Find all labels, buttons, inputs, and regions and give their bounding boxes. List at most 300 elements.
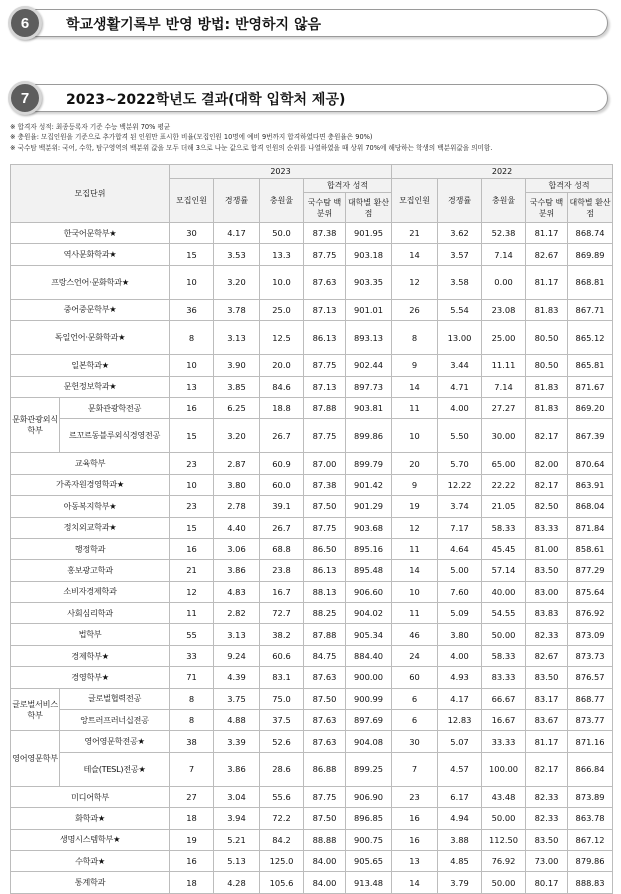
- value-cell: 83.33: [526, 517, 568, 538]
- value-cell: 16.7: [260, 581, 304, 602]
- table-row: [11, 667, 613, 688]
- value-cell: 21.05: [482, 496, 526, 517]
- table-row: [11, 829, 613, 850]
- unit-cell: 일본학과★: [11, 355, 170, 376]
- value-cell: 11: [392, 603, 438, 624]
- section-6-number-badge: 6: [8, 6, 42, 40]
- note-line: ※ 국수탐 백분위: 국어, 수학, 탐구영역의 백분위 값을 모두 더해 3으로 나눈 값으로 합격 인원의 순위를 나열하였을 때 상위 70%에 해당하는 학생의 백분위값을 의미함.: [10, 143, 493, 152]
- unit-cell: 문화관광학전공: [60, 397, 170, 418]
- header-competition-2023: 경쟁률: [214, 179, 260, 223]
- value-cell: 879.86: [568, 850, 613, 871]
- value-cell: 87.75: [304, 517, 346, 538]
- value-cell: 15: [170, 517, 214, 538]
- value-cell: 55.6: [260, 786, 304, 807]
- value-cell: 23: [170, 453, 214, 474]
- value-cell: 903.68: [346, 517, 392, 538]
- value-cell: 7.60: [438, 581, 482, 602]
- unit-cell: 경영학부★: [11, 667, 170, 688]
- header-unit: 모집단위: [11, 165, 170, 223]
- table-row: [11, 688, 613, 709]
- value-cell: 16: [170, 538, 214, 559]
- value-cell: 14: [392, 872, 438, 893]
- value-cell: 876.57: [568, 667, 613, 688]
- value-cell: 30: [392, 731, 438, 752]
- value-cell: 58.33: [482, 517, 526, 538]
- table-row: [11, 419, 613, 453]
- value-cell: 87.50: [304, 808, 346, 829]
- value-cell: 12.83: [438, 710, 482, 731]
- value-cell: 16: [170, 850, 214, 871]
- value-cell: 21: [392, 223, 438, 244]
- value-cell: 5.13: [214, 850, 260, 871]
- value-cell: 87.50: [304, 496, 346, 517]
- unit-cell: 교육학부: [11, 453, 170, 474]
- value-cell: 46: [392, 624, 438, 645]
- group-cell: 문화관광외식학부: [11, 397, 60, 452]
- header-conv-2023: 대학별 환산점: [346, 193, 392, 223]
- value-cell: 3.78: [214, 299, 260, 320]
- value-cell: 68.8: [260, 538, 304, 559]
- value-cell: 82.50: [526, 496, 568, 517]
- value-cell: 904.02: [346, 603, 392, 624]
- value-cell: 87.75: [304, 786, 346, 807]
- header-quota-2022: 모집인원: [392, 179, 438, 223]
- header-conv-2022: 대학별 환산점: [568, 193, 613, 223]
- value-cell: 83.1: [260, 667, 304, 688]
- value-cell: 10: [392, 419, 438, 453]
- value-cell: 8: [170, 688, 214, 709]
- value-cell: 4.57: [438, 752, 482, 786]
- value-cell: 87.75: [304, 419, 346, 453]
- value-cell: 84.6: [260, 376, 304, 397]
- value-cell: 72.2: [260, 808, 304, 829]
- value-cell: 82.33: [526, 624, 568, 645]
- value-cell: 33: [170, 645, 214, 666]
- unit-cell: 프랑스언어·문화학과★: [11, 265, 170, 299]
- value-cell: 87.13: [304, 299, 346, 320]
- table-row: [11, 850, 613, 871]
- value-cell: 87.38: [304, 474, 346, 495]
- note-line: ※ 충원율: 모집인원을 기준으로 추가합격 된 인원만 표시한 비율(모집인원 10명에 예비 9번까지 합격하였다면 충원율은 90%): [10, 133, 373, 142]
- table-row: [11, 581, 613, 602]
- value-cell: 19: [170, 829, 214, 850]
- value-cell: 16: [392, 829, 438, 850]
- value-cell: 5.07: [438, 731, 482, 752]
- unit-cell: 아동복지학부★: [11, 496, 170, 517]
- value-cell: 38.2: [260, 624, 304, 645]
- value-cell: 23: [392, 786, 438, 807]
- value-cell: 871.67: [568, 376, 613, 397]
- value-cell: 66.67: [482, 688, 526, 709]
- value-cell: 869.20: [568, 397, 613, 418]
- value-cell: 23.8: [260, 560, 304, 581]
- value-cell: 11: [170, 603, 214, 624]
- value-cell: 82.67: [526, 645, 568, 666]
- value-cell: 81.17: [526, 731, 568, 752]
- value-cell: 2.82: [214, 603, 260, 624]
- value-cell: 877.29: [568, 560, 613, 581]
- table-row: [11, 355, 613, 376]
- value-cell: 26.7: [260, 517, 304, 538]
- value-cell: 7: [170, 752, 214, 786]
- value-cell: 902.44: [346, 355, 392, 376]
- value-cell: 38: [170, 731, 214, 752]
- value-cell: 8: [170, 710, 214, 731]
- table-row: [11, 624, 613, 645]
- value-cell: 37.5: [260, 710, 304, 731]
- value-cell: 888.83: [568, 872, 613, 893]
- value-cell: 6.17: [438, 786, 482, 807]
- value-cell: 5.00: [438, 560, 482, 581]
- value-cell: 83.00: [526, 581, 568, 602]
- table-row: [11, 808, 613, 829]
- value-cell: 52.38: [482, 223, 526, 244]
- unit-cell: 수학과★: [11, 850, 170, 871]
- table-body: [11, 223, 613, 894]
- value-cell: 82.17: [526, 474, 568, 495]
- table-row: [11, 244, 613, 265]
- value-cell: 875.64: [568, 581, 613, 602]
- value-cell: 903.81: [346, 397, 392, 418]
- section-6-header: [8, 6, 614, 40]
- value-cell: 866.84: [568, 752, 613, 786]
- value-cell: 125.0: [260, 850, 304, 871]
- unit-cell: 법학부: [11, 624, 170, 645]
- value-cell: 84.00: [304, 872, 346, 893]
- section-7-number-badge: 7: [8, 81, 42, 115]
- value-cell: 83.50: [526, 829, 568, 850]
- value-cell: 3.86: [214, 752, 260, 786]
- value-cell: 58.33: [482, 645, 526, 666]
- value-cell: 901.95: [346, 223, 392, 244]
- value-cell: 24: [392, 645, 438, 666]
- value-cell: 11.11: [482, 355, 526, 376]
- table-row: [11, 645, 613, 666]
- value-cell: 12.5: [260, 321, 304, 355]
- value-cell: 4.40: [214, 517, 260, 538]
- value-cell: 39.1: [260, 496, 304, 517]
- value-cell: 876.92: [568, 603, 613, 624]
- value-cell: 905.65: [346, 850, 392, 871]
- value-cell: 13.3: [260, 244, 304, 265]
- table-row: [11, 752, 613, 786]
- value-cell: 899.25: [346, 752, 392, 786]
- section-7-header: [8, 81, 614, 115]
- value-cell: 868.81: [568, 265, 613, 299]
- value-cell: 13: [392, 850, 438, 871]
- value-cell: 81.83: [526, 376, 568, 397]
- value-cell: 25.00: [482, 321, 526, 355]
- value-cell: 905.34: [346, 624, 392, 645]
- value-cell: 81.17: [526, 223, 568, 244]
- note-line: ※ 합격자 성적: 최종등록자 기준 수능 백분위 70% 평균: [10, 123, 171, 131]
- group-cell: 글로벌서비스학부: [11, 688, 60, 731]
- header-quota-2023: 모집인원: [170, 179, 214, 223]
- value-cell: 873.89: [568, 786, 613, 807]
- value-cell: 81.83: [526, 299, 568, 320]
- value-cell: 23: [170, 496, 214, 517]
- value-cell: 82.67: [526, 244, 568, 265]
- value-cell: 3.94: [214, 808, 260, 829]
- value-cell: 87.63: [304, 667, 346, 688]
- unit-cell: 미디어학부: [11, 786, 170, 807]
- value-cell: 3.20: [214, 265, 260, 299]
- value-cell: 3.57: [438, 244, 482, 265]
- value-cell: 3.20: [214, 419, 260, 453]
- value-cell: 906.90: [346, 786, 392, 807]
- value-cell: 0.00: [482, 265, 526, 299]
- value-cell: 901.01: [346, 299, 392, 320]
- value-cell: 4.94: [438, 808, 482, 829]
- value-cell: 5.50: [438, 419, 482, 453]
- unit-cell: 글로벌협력전공: [60, 688, 170, 709]
- header-fill-rate-2023: 충원율: [260, 179, 304, 223]
- value-cell: 57.14: [482, 560, 526, 581]
- value-cell: 6: [392, 710, 438, 731]
- value-cell: 13.00: [438, 321, 482, 355]
- value-cell: 868.74: [568, 223, 613, 244]
- value-cell: 9: [392, 474, 438, 495]
- value-cell: 80.50: [526, 321, 568, 355]
- value-cell: 3.13: [214, 321, 260, 355]
- value-cell: 12: [392, 517, 438, 538]
- value-cell: 30: [170, 223, 214, 244]
- value-cell: 83.50: [526, 667, 568, 688]
- table-row: [11, 872, 613, 893]
- value-cell: 899.79: [346, 453, 392, 474]
- value-cell: 55: [170, 624, 214, 645]
- table-row: [11, 376, 613, 397]
- value-cell: 901.29: [346, 496, 392, 517]
- value-cell: 71: [170, 667, 214, 688]
- value-cell: 18: [170, 872, 214, 893]
- value-cell: 3.75: [214, 688, 260, 709]
- value-cell: 3.06: [214, 538, 260, 559]
- value-cell: 869.89: [568, 244, 613, 265]
- value-cell: 4.83: [214, 581, 260, 602]
- value-cell: 913.48: [346, 872, 392, 893]
- value-cell: 88.88: [304, 829, 346, 850]
- header-fill-rate-2022: 충원율: [482, 179, 526, 223]
- value-cell: 73.00: [526, 850, 568, 871]
- unit-cell: 사회심리학과: [11, 603, 170, 624]
- value-cell: 871.84: [568, 517, 613, 538]
- value-cell: 7.14: [482, 244, 526, 265]
- value-cell: 6.25: [214, 397, 260, 418]
- unit-cell: 가족자원경영학과★: [11, 474, 170, 495]
- value-cell: 867.39: [568, 419, 613, 453]
- unit-cell: 홍보광고학과: [11, 560, 170, 581]
- value-cell: 7.17: [438, 517, 482, 538]
- value-cell: 13: [170, 376, 214, 397]
- value-cell: 9.24: [214, 645, 260, 666]
- value-cell: 10.0: [260, 265, 304, 299]
- value-cell: 16: [392, 808, 438, 829]
- value-cell: 4.88: [214, 710, 260, 731]
- value-cell: 899.86: [346, 419, 392, 453]
- value-cell: 3.86: [214, 560, 260, 581]
- value-cell: 897.73: [346, 376, 392, 397]
- value-cell: 28.6: [260, 752, 304, 786]
- table-row: [11, 517, 613, 538]
- value-cell: 906.60: [346, 581, 392, 602]
- value-cell: 76.92: [482, 850, 526, 871]
- results-table: [10, 164, 613, 894]
- header-pct-2023: 국수탐 백분위: [304, 193, 346, 223]
- table-row: [11, 321, 613, 355]
- value-cell: 27.27: [482, 397, 526, 418]
- value-cell: 903.18: [346, 244, 392, 265]
- unit-cell: 르꼬르동블루외식경영전공: [60, 419, 170, 453]
- table-row: [11, 603, 613, 624]
- value-cell: 26.7: [260, 419, 304, 453]
- table-row: [11, 786, 613, 807]
- value-cell: 82.33: [526, 786, 568, 807]
- unit-cell: 영어영문학전공★: [60, 731, 170, 752]
- value-cell: 33.33: [482, 731, 526, 752]
- value-cell: 84.00: [304, 850, 346, 871]
- value-cell: 3.80: [438, 624, 482, 645]
- value-cell: 80.17: [526, 872, 568, 893]
- unit-cell: 통계학과: [11, 872, 170, 893]
- value-cell: 30.00: [482, 419, 526, 453]
- value-cell: 81.83: [526, 397, 568, 418]
- unit-cell: 문헌정보학과★: [11, 376, 170, 397]
- value-cell: 5.70: [438, 453, 482, 474]
- value-cell: 18.8: [260, 397, 304, 418]
- value-cell: 904.08: [346, 731, 392, 752]
- value-cell: 105.6: [260, 872, 304, 893]
- value-cell: 9: [392, 355, 438, 376]
- value-cell: 75.0: [260, 688, 304, 709]
- value-cell: 873.77: [568, 710, 613, 731]
- value-cell: 10: [170, 265, 214, 299]
- table-row: [11, 560, 613, 581]
- value-cell: 901.42: [346, 474, 392, 495]
- unit-cell: 한국어문학부★: [11, 223, 170, 244]
- group-cell: 영어영문학부: [11, 731, 60, 786]
- value-cell: 903.35: [346, 265, 392, 299]
- value-cell: 12: [170, 581, 214, 602]
- table-row: [11, 299, 613, 320]
- value-cell: 88.25: [304, 603, 346, 624]
- value-cell: 60.0: [260, 474, 304, 495]
- value-cell: 11: [392, 538, 438, 559]
- value-cell: 22.22: [482, 474, 526, 495]
- value-cell: 11: [392, 397, 438, 418]
- value-cell: 863.78: [568, 808, 613, 829]
- value-cell: 900.99: [346, 688, 392, 709]
- value-cell: 36: [170, 299, 214, 320]
- value-cell: 83.17: [526, 688, 568, 709]
- value-cell: 4.93: [438, 667, 482, 688]
- value-cell: 4.39: [214, 667, 260, 688]
- value-cell: 4.85: [438, 850, 482, 871]
- value-cell: 3.13: [214, 624, 260, 645]
- value-cell: 3.74: [438, 496, 482, 517]
- value-cell: 4.17: [438, 688, 482, 709]
- value-cell: 3.85: [214, 376, 260, 397]
- value-cell: 80.50: [526, 355, 568, 376]
- value-cell: 84.75: [304, 645, 346, 666]
- value-cell: 87.13: [304, 376, 346, 397]
- value-cell: 3.88: [438, 829, 482, 850]
- value-cell: 54.55: [482, 603, 526, 624]
- value-cell: 4.00: [438, 397, 482, 418]
- value-cell: 50.00: [482, 872, 526, 893]
- header-pass-score-2022: 합격자 성적: [526, 179, 613, 193]
- value-cell: 8: [170, 321, 214, 355]
- unit-cell: 독일언어·문화학과★: [11, 321, 170, 355]
- value-cell: 3.53: [214, 244, 260, 265]
- value-cell: 87.50: [304, 688, 346, 709]
- value-cell: 82.17: [526, 419, 568, 453]
- value-cell: 50.0: [260, 223, 304, 244]
- value-cell: 900.75: [346, 829, 392, 850]
- header-pct-2022: 국수탐 백분위: [526, 193, 568, 223]
- value-cell: 21: [170, 560, 214, 581]
- table-row: [11, 731, 613, 752]
- value-cell: 19: [392, 496, 438, 517]
- unit-cell: 생명시스템학부★: [11, 829, 170, 850]
- value-cell: 7.14: [482, 376, 526, 397]
- value-cell: 112.50: [482, 829, 526, 850]
- value-cell: 82.17: [526, 752, 568, 786]
- value-cell: 8: [392, 321, 438, 355]
- value-cell: 3.39: [214, 731, 260, 752]
- value-cell: 2.78: [214, 496, 260, 517]
- value-cell: 14: [392, 244, 438, 265]
- value-cell: 15: [170, 419, 214, 453]
- value-cell: 12: [392, 265, 438, 299]
- value-cell: 14: [392, 376, 438, 397]
- value-cell: 81.00: [526, 538, 568, 559]
- value-cell: 27: [170, 786, 214, 807]
- value-cell: 50.00: [482, 808, 526, 829]
- value-cell: 25.0: [260, 299, 304, 320]
- table-row: [11, 265, 613, 299]
- table-header: [11, 165, 613, 223]
- value-cell: 50.00: [482, 624, 526, 645]
- value-cell: 3.04: [214, 786, 260, 807]
- value-cell: 873.73: [568, 645, 613, 666]
- value-cell: 87.75: [304, 355, 346, 376]
- value-cell: 895.16: [346, 538, 392, 559]
- value-cell: 4.28: [214, 872, 260, 893]
- unit-cell: 역사문화학과★: [11, 244, 170, 265]
- unit-cell: 정치외교학과★: [11, 517, 170, 538]
- value-cell: 72.7: [260, 603, 304, 624]
- value-cell: 863.91: [568, 474, 613, 495]
- value-cell: 60.6: [260, 645, 304, 666]
- value-cell: 895.48: [346, 560, 392, 581]
- value-cell: 100.00: [482, 752, 526, 786]
- value-cell: 81.17: [526, 265, 568, 299]
- value-cell: 14: [392, 560, 438, 581]
- unit-cell: 소비자경제학과: [11, 581, 170, 602]
- value-cell: 3.80: [214, 474, 260, 495]
- value-cell: 83.83: [526, 603, 568, 624]
- value-cell: 3.62: [438, 223, 482, 244]
- unit-cell: 중어중문학부★: [11, 299, 170, 320]
- value-cell: 6: [392, 688, 438, 709]
- value-cell: 897.69: [346, 710, 392, 731]
- value-cell: 52.6: [260, 731, 304, 752]
- unit-cell: 화학과★: [11, 808, 170, 829]
- value-cell: 867.12: [568, 829, 613, 850]
- value-cell: 4.17: [214, 223, 260, 244]
- value-cell: 23.08: [482, 299, 526, 320]
